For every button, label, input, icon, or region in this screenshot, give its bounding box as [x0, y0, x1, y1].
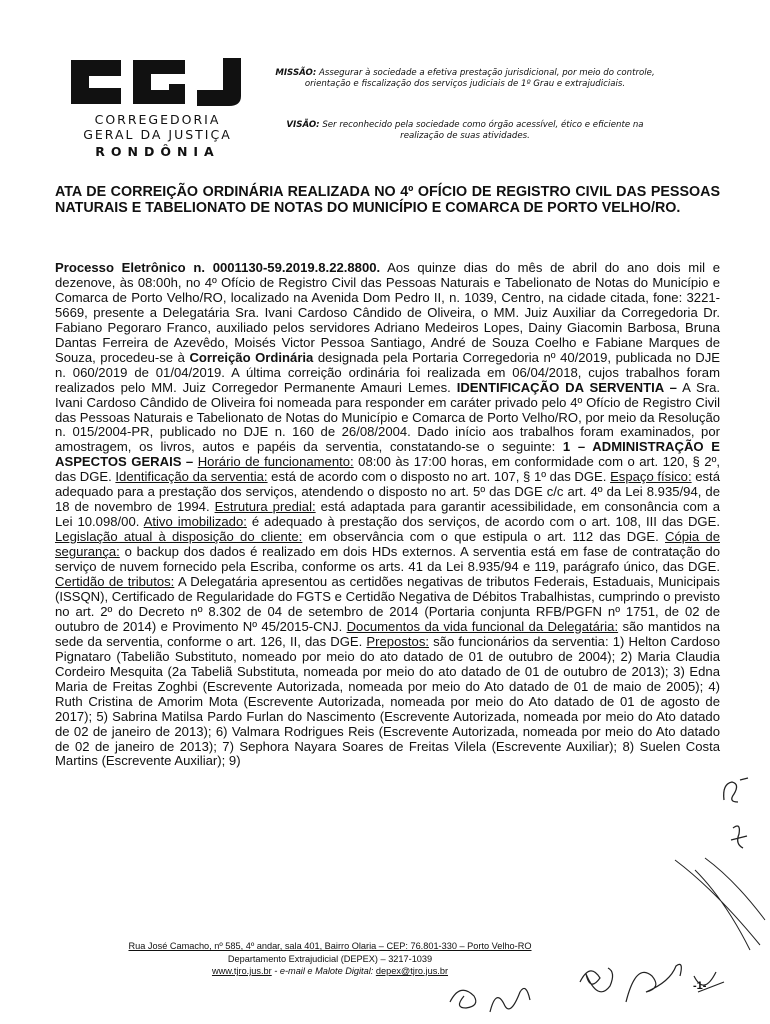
- body-text-run: está de acordo com o disposto no art. 107, § 1º das DGE.: [267, 469, 611, 485]
- cgj-logo-mark: [63, 50, 253, 112]
- body-text-run: são mantidos na sede da serventia, conforme o art. 126, II, das DGE.: [55, 618, 721, 649]
- margin-initial-1: [718, 772, 758, 812]
- footer-site-link[interactable]: www.tjro.jus.br: [211, 966, 272, 976]
- section-administracao: 1 – ADMINISTRAÇÃO E ASPECTOS GERAIS –: [55, 439, 720, 470]
- vision-statement: [275, 120, 655, 142]
- label-estrutura: Estrutura predial:: [214, 499, 316, 515]
- mission-statement: [275, 68, 655, 90]
- letterhead: [50, 50, 740, 170]
- label-horario: Horário de funcionamento:: [197, 454, 354, 470]
- logo-line-2: GERAL DA JUSTIÇA: [83, 127, 232, 142]
- label-prepostos: Prepostos:: [366, 633, 429, 649]
- label-copia: Cópia de segurança:: [55, 529, 720, 560]
- signatures-bottom: [440, 952, 730, 1024]
- body-text-run: é adequado à prestação dos serviços, de acordo com o art. 108, III das DGE.: [246, 514, 720, 530]
- body-text-run: está adequado para a prestação dos serviços, atendendo o disposto no art. 5º das DGE c/c art. 4º da Lei 8.935/94, de 18 de novembro de 1994.: [55, 469, 720, 515]
- body-text-run: está adaptada para garantir acessibilidade, em consonância com a Lei 10.098/00.: [55, 499, 720, 530]
- body-text-run: 08:00 às 17:00 horas, em conformidade com o art. 120, § 2º, das DGE.: [55, 454, 721, 485]
- label-identificacao: Identificação da serventia:: [115, 469, 268, 485]
- section-identificacao: IDENTIFICAÇÃO DA SERVENTIA –: [456, 379, 677, 395]
- cgj-logo: [50, 50, 265, 161]
- page-number: -1-: [693, 980, 707, 992]
- footer-contact-label: - e-mail e Malote Digital:: [271, 966, 376, 976]
- body-text-run: em observância com o que estipula o art. 112 das DGE.: [302, 529, 665, 545]
- body-text-run: A Sra. Ivani Cardoso Cândido de Oliveira foi nomeada para responder em caráter privado pelo 4º Ofício de Registro Civil das Pessoas Naturais e Tabelionato de Notas do Município e Comarca de Porto Velho/RO, por meio da Resolução n. 015/2004-PR, publicado no DJE n. 160 de 26/08/2004. Dado início aos trabalhos foram examinados, por amostragem, os livros, autos e papéis da serventia, constatando-se o seguinte:: [55, 379, 721, 455]
- correicao-ordinaria: Correição Ordinária: [189, 349, 314, 365]
- body-text-run: são funcionários da serventia: 1) Helton Cardoso Pignataro (Tabelião Substituto, nomeado por meio do ato datado de 01 de outubro de 2004); 2) Maria Claudia Cordeiro Mesquita (2a Tabeliã Substituta, nomeada por meio do ato datado de 01 de outubro de 2013); 3) Edna Maria de Freitas Zoghbi (Escrevente Autorizada, nomeada por meio do Ato datado de 01 de maio de 2005); 4) Ruth Cristina de Amorim Mota (Escrevente Autorizada, nomeada por meio do Ato datado de 01 de agosto de 2017); 5) Sabrina Matilsa Pardo Furlan do Nascimento (Escrevente Autorizada, nomeada por meio do Ato datado de 02 de janeiro de 2013); 6) Valmara Rodrigues Reis (Escrevente Autorizada, nomeada por meio do Ato datado de 02 de janeiro de 2013); 7) Sephora Nayara Soares de Freitas Vilela (Escrevente Auxiliar); 8) Suelen Costa Martins (Escrevente Auxiliar); 9): [55, 633, 720, 769]
- label-espaco: Espaço físico:: [610, 469, 692, 485]
- vision-text: Ser reconhecido pela sociedade como órgão acessível, ético e eficiente na realização de suas atividades.: [322, 120, 644, 141]
- label-certidao: Certidão de tributos:: [55, 574, 175, 590]
- label-ativo: Ativo imobilizado:: [143, 514, 247, 530]
- logo-state: RONDÔNIA: [95, 144, 220, 159]
- mission-text: Assegurar à sociedade a efetiva prestação jurisdicional, por meio do controle, orientação e fiscalização dos serviços judiciais de 1º Grau e extrajudiciais.: [304, 68, 655, 89]
- vision-label: VISÃO:: [286, 120, 320, 130]
- mission-label: MISSÃO:: [275, 68, 317, 78]
- signature-flourish-right: [665, 850, 770, 960]
- footer-email-link[interactable]: depex@tjro.jus.br: [375, 966, 449, 976]
- body-text-run: designada pela Portaria Corregedoria nº 40/2019, publicada no DJE n. 060/2019 de 01/04/2019. A última correição ordinária foi realizada em 06/04/2018, cujos trabalhos foram realizados pelo MM. Juiz Corregedor Permanente Amauri Lemes.: [55, 349, 721, 395]
- footer-address: Rua José Camacho, nº 585, 4º andar, sala 401, Bairro Olaria – CEP: 76.801-330 – Porto Velho-RO: [128, 941, 532, 951]
- logo-line-1: CORREGEDORIA: [94, 112, 221, 127]
- body-text-run: o backup dos dados é realizado em dois HDs externos. A serventia está em fase de contratação do serviço de nuvem fornecido pela Escriba, conforme os arts. 41 da Lei 8.935/94 e 119, parágrafo único, das DGE.: [55, 544, 720, 575]
- footer-department: Departamento Extrajudicial (DEPEX) – 3217-1039: [227, 953, 433, 964]
- document-body: [55, 261, 720, 769]
- label-legislacao: Legislação atual à disposição do cliente:: [55, 529, 303, 545]
- body-text-run: Aos quinze dias do mês de abril do ano dois mil e dezenove, às 08:00h, no 4º Ofício de Registro Civil das Pessoas Naturais e Tabelionato de Notas do Município e Comarca de Porto Velho/RO, localizado na Avenida Dom Pedro II, n. 1039, Centro, na cidade citada, fone: 3221-5669, presente a Delegatária Sra. Ivani Cardoso Cândido de Oliveira, o MM. Juiz Auxiliar da Corregedoria Dr. Fabiano Pegoraro Franco, auxiliado pelos servidores Adriano Medeiros Lopes, Dainy Giacomin Barbosa, Bruna Dantas Ferreira de Azevêdo, Moisés Victor Pessoa Santiago, André de Souza Coelho e Fabiane Marques de Souza, procedeu-se à: [55, 260, 720, 365]
- label-documentos: Documentos da vida funcional da Delegatária:: [346, 618, 619, 634]
- document-title: ATA DE CORREIÇÃO ORDINÁRIA REALIZADA NO 4º OFÍCIO DE REGISTRO CIVIL DAS PESSOAS NATURAIS E TABELIONATO DE NOTAS DO MUNICÍPIO E COMARCA DE PORTO VELHO/RO.: [55, 184, 720, 216]
- body-text-run: A Delegatária apresentou as certidões negativas de tributos Federais, Estaduais, Municipais (ISSQN), Certificado de Regularidade do FGTS e Certidão Negativa de Débitos Trabalhistas, cumprindo o previsto no art. 2º do Decreto nº 8.302 de 04 de setembro de 2014 (Portaria conjunta RFB/PGFN nº 1751, de 02 de outubro de 2014) e Provimento Nº 45/2015-CNJ.: [55, 574, 720, 634]
- process-number: Processo Eletrônico n. 0001130-59.2019.8.22.8800.: [55, 260, 381, 275]
